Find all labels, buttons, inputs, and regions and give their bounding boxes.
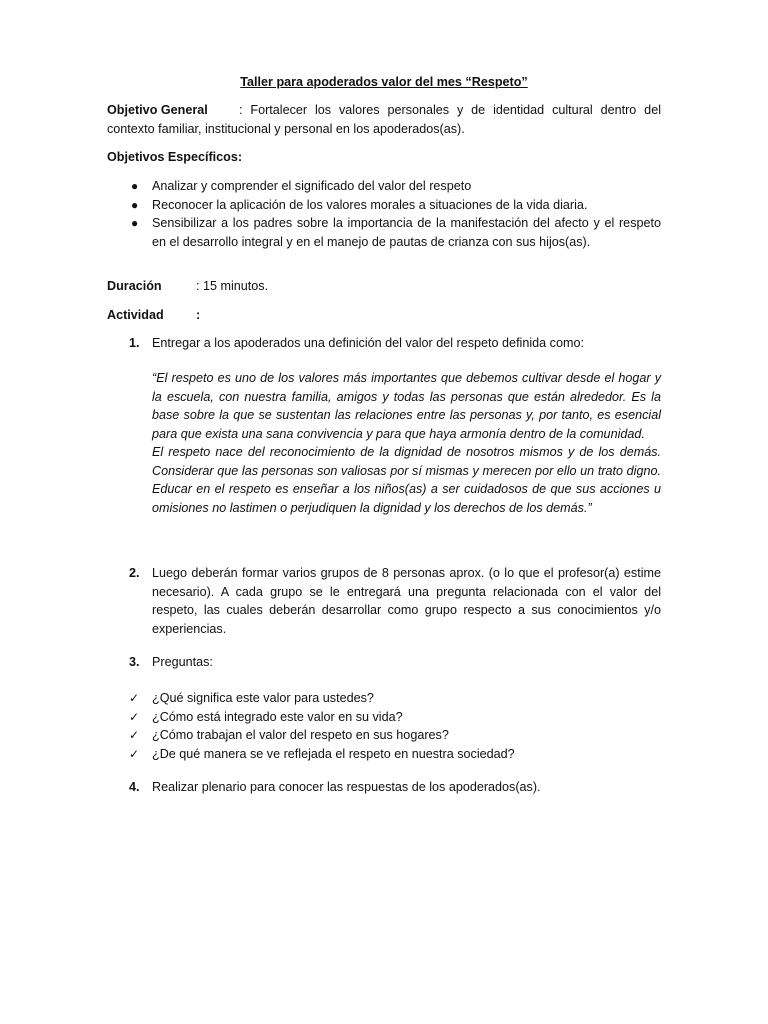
objetivos-especificos-list <box>107 177 661 251</box>
list-item-text: Analizar y comprender el significado del valor del respeto <box>152 179 472 193</box>
list-item <box>129 689 659 708</box>
list-item <box>107 214 661 251</box>
step-text: Entregar a los apoderados una definición del valor del respeto definida como: <box>152 336 584 350</box>
objetivo-general-label: Objetivo General <box>107 103 208 117</box>
checkmark-icon: ✓ <box>129 691 140 705</box>
list-item-text: ¿Cómo está integrado este valor en su vida? <box>152 709 403 724</box>
list-item-text: Sensibilizar a los padres sobre la importancia de la manifestación del afecto y el respeto en el desarrollo integral y en el manejo de pautas de crianza con sus hijos(as). <box>152 216 661 249</box>
step-number: 1. <box>129 336 140 350</box>
list-item-text: Reconocer la aplicación de los valores morales a situaciones de la vida diaria. <box>152 197 588 212</box>
list-item <box>107 196 661 215</box>
actividad <box>107 306 661 325</box>
preguntas-list <box>129 689 659 763</box>
list-item-text: ¿De qué manera se ve reflejada el respeto en nuestra sociedad? <box>152 746 515 761</box>
bullet-dot-icon: ● <box>131 179 139 193</box>
bullet-dot-icon: ● <box>131 216 139 230</box>
actividad-value: : <box>196 308 201 322</box>
list-item <box>129 745 659 764</box>
list-item <box>107 177 661 196</box>
respeto-definition-quote <box>152 369 661 517</box>
actividad-label: Actividad <box>107 308 164 322</box>
objetivo-general <box>107 101 661 138</box>
list-item <box>129 726 659 745</box>
checkmark-icon: ✓ <box>129 728 140 742</box>
list-item-text: ¿Cómo trabajan el valor del respeto en sus hogares? <box>152 728 449 742</box>
quote-paragraph: El respeto nace del reconocimiento de la dignidad de nosotros mismos y de los demás. Considerar que las personas son valiosas por sí mismas y merecen por ello un trato digno. Educar en el respeto es enseñar a los niños(as) a ser cuidadosos de que sus acciones u omisiones no lastimen o perjudiquen la dignidad y los derechos de los demás.” <box>152 445 661 515</box>
duracion-label: Duración <box>107 279 162 293</box>
quote-paragraph: “El respeto es uno de los valores más importantes que debemos cultivar desde el hogar y la escuela, con nuestra familia, amigos y todas las personas que están alrededor. Es la base sobre la que se sustentan las relaciones entre las personas y, por tanto, es esencial para que exista una sana convivencia y para que haya armonía dentro de la comunidad. <box>152 371 661 441</box>
list-item <box>129 708 659 727</box>
duracion <box>107 277 661 296</box>
document-title: Taller para apoderados valor del mes “Respeto” <box>240 75 528 89</box>
checkmark-icon: ✓ <box>129 709 140 724</box>
step-text: Luego deberán formar varios grupos de 8 personas aprox. (o lo que el profesor(a) estime necesario). A cada grupo se le entregará una pregunta relacionada con el valor del respeto, las cuales deberán desarrollar como grupo respecto a sus conocimientos y/o experiencias. <box>152 566 661 636</box>
objetivos-especificos-heading: Objetivos Específicos: <box>107 150 243 164</box>
list-item-text: ¿Qué significa este valor para ustedes? <box>152 691 374 705</box>
objetivo-general-text: : Fortalecer los valores personales y de identidad cultural dentro del contexto familiar, institucional y personal en los apoderados(as). <box>107 103 661 136</box>
checkmark-icon: ✓ <box>129 746 140 761</box>
step-text: Realizar plenario para conocer las respuestas de los apoderados(as). <box>152 780 541 794</box>
step-number: 3. <box>129 655 140 669</box>
step-number: 4. <box>129 780 140 794</box>
bullet-dot-icon: ● <box>131 197 139 212</box>
duracion-value: : 15 minutos. <box>196 279 269 293</box>
step-text: Preguntas: <box>152 655 213 669</box>
step-number: 2. <box>129 566 140 580</box>
